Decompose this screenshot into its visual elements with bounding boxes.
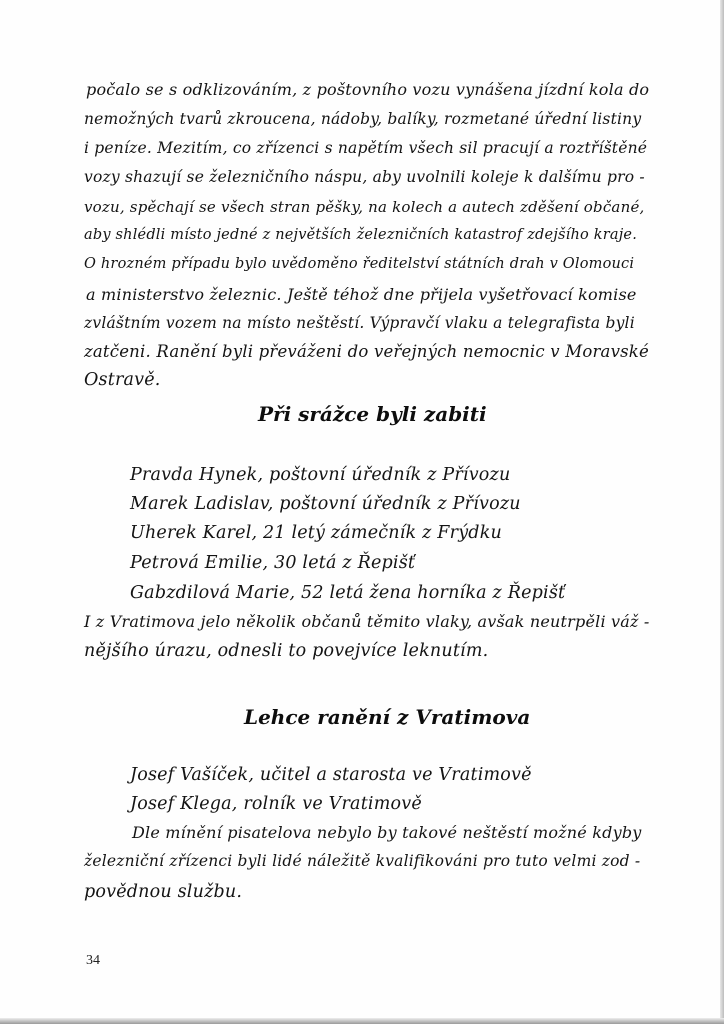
paragraph-1-line-5: vozu, spěchají se všech stran pěšky, na kolech a autech zděšení občané,	[84, 198, 645, 216]
paragraph-2-line-1: I z Vratimova jelo několik občanů těmito vlaky, avšak neutrpěli váž -	[84, 612, 650, 631]
killed-list-item-3: Uherek Karel, 21 letý zámečník z Frýdku	[130, 523, 502, 543]
paragraph-1-line-10: zatčeni. Ranění byli převáženi do veřejných nemocnic v Moravské	[84, 342, 649, 361]
page-edge-bottom	[0, 1018, 724, 1024]
injured-list-item-1: Josef Vašíček, učitel a starosta ve Vratimově	[130, 765, 532, 785]
heading-injured: Lehce ranění z Vratimova	[244, 705, 531, 729]
killed-list-item-5: Gabzdilová Marie, 52 letá žena horníka z Řepišť	[130, 583, 566, 603]
paragraph-3-line-1: Dle mínění pisatelova nebylo by takové neštěstí možné kdyby	[132, 823, 642, 842]
paragraph-3-line-3: povědnou službu.	[84, 882, 243, 902]
page-number: 34	[86, 953, 100, 968]
paragraph-1-line-4: vozy shazují se železničního náspu, aby uvolnili koleje k dalšímu pro -	[84, 168, 645, 186]
page-edge-right	[720, 0, 724, 1024]
paragraph-1-line-2: nemožných tvarů zkroucena, nádoby, balíky, rozmetané úřední listiny	[84, 110, 642, 128]
paragraph-1-line-1: počalo se s odklizováním, z poštovního vozu vynášena jízdní kola do	[86, 80, 650, 99]
killed-list-item-1: Pravda Hynek, poštovní úředník z Přívozu	[130, 465, 511, 485]
killed-list-item-2: Marek Ladislav, poštovní úředník z Přívozu	[130, 494, 521, 514]
paragraph-3-line-2: železniční zřízenci byli lidé náležitě kvalifikováni pro tuto velmi zod -	[84, 852, 641, 870]
paragraph-1-line-3: i peníze. Mezitím, co zřízenci s napětím všech sil pracují a roztříštěné	[84, 139, 648, 157]
paragraph-1-line-9: zvláštním vozem na místo neštěstí. Výpravčí vlaku a telegrafista byli	[84, 314, 635, 332]
injured-list-item-2: Josef Klega, rolník ve Vratimově	[130, 794, 422, 814]
paragraph-1-line-6: aby shlédli místo jedné z největších železničních katastrof zdejšího kraje.	[84, 227, 638, 243]
paragraph-1-line-7: O hrozném případu bylo uvědoměno ředitelství státních drah v Olomouci	[84, 256, 635, 272]
paragraph-2-line-2: nějšího úrazu, odnesli to povejvíce leknutím.	[84, 641, 489, 661]
killed-list-item-4: Petrová Emilie, 30 letá z Řepišť	[130, 553, 416, 573]
paragraph-1-line-11: Ostravě.	[84, 370, 161, 390]
paragraph-1-line-8: a ministerstvo železnic. Ještě téhož dne přijela vyšetřovací komise	[86, 285, 637, 304]
heading-killed: Při srážce byli zabiti	[258, 402, 487, 426]
